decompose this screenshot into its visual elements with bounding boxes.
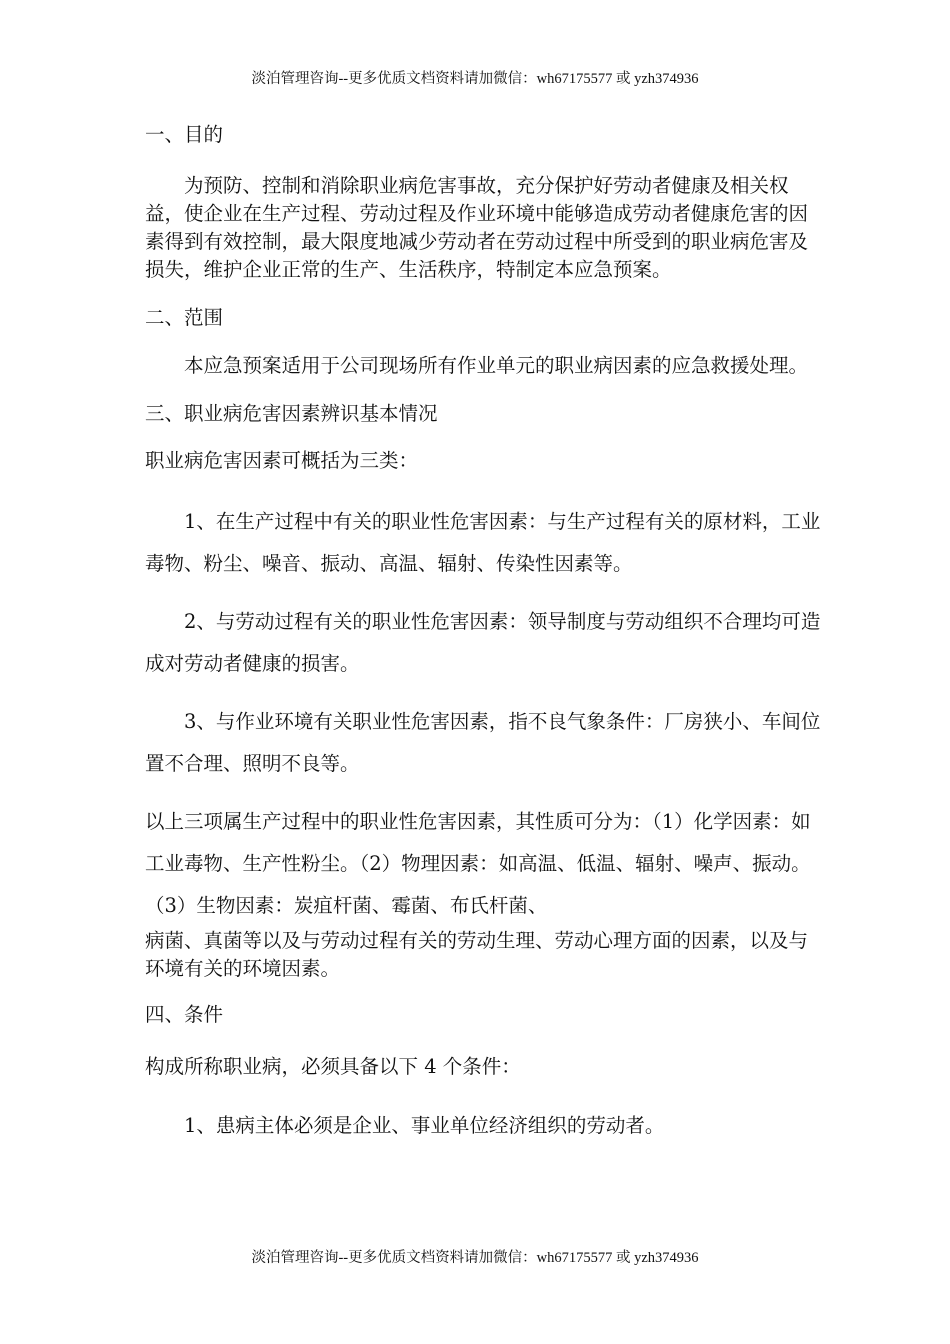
hazard-summary-part-2: 病菌、真菌等以及与劳动过程有关的劳动生理、劳动心理方面的因素，以及与环境有关的环境因素。 bbox=[145, 929, 809, 980]
section-heading-purpose: 一、目的 bbox=[145, 123, 224, 146]
hazard-item-2: 2、与劳动过程有关的职业性危害因素：领导制度与劳动组织不合理均可造成对劳动者健康的损害。 bbox=[145, 610, 821, 675]
document-body bbox=[145, 121, 825, 1147]
hazard-item-3: 3、与作业环境有关职业性危害因素，指不良气象条件：厂房狭小、车间位置不合理、照明不良等。 bbox=[145, 710, 821, 775]
hazard-summary-part-1: 以上三项属生产过程中的职业性危害因素，其性质可分为：（1）化学因素：如工业毒物、生产性粉尘。（2）物理因素：如高温、低温、辐射、噪声、振动。（3）生物因素：炭疽杆菌、霉菌、布氏杆菌、 bbox=[145, 810, 811, 917]
hazard-item-1: 1、在生产过程中有关的职业性危害因素：与生产过程有关的原材料，工业毒物、粉尘、噪音、振动、高温、辐射、传染性因素等。 bbox=[145, 510, 821, 575]
section-heading-hazards: 三、职业病危害因素辨识基本情况 bbox=[145, 402, 438, 425]
hazards-intro: 职业病危害因素可概括为三类： bbox=[145, 449, 419, 472]
conditions-intro: 构成所称职业病，必须具备以下 4 个条件： bbox=[145, 1055, 521, 1078]
scope-paragraph: 本应急预案适用于公司现场所有作业单元的职业病因素的应急救援处理。 bbox=[184, 354, 809, 377]
section-heading-scope: 二、范围 bbox=[145, 306, 224, 329]
purpose-paragraph: 为预防、控制和消除职业病危害事故，充分保护好劳动者健康及相关权益，使企业在生产过程、劳动过程及作业环境中能够造成劳动者健康危害的因素得到有效控制，最大限度地减少劳动者在劳动过程中所受到的职业病危害及损失，维护企业正常的生产、生活秩序，特制定本应急预案。 bbox=[145, 174, 809, 281]
condition-item-1: 1、患病主体必须是企业、事业单位经济组织的劳动者。 bbox=[184, 1114, 665, 1137]
hazard-summary bbox=[145, 801, 825, 927]
page-footer: 淡泊管理咨询--更多优质文档资料请加微信：wh67175577 或 yzh374936 bbox=[251, 1250, 699, 1266]
page-header: 淡泊管理咨询--更多优质文档资料请加微信：wh67175577 或 yzh374936 bbox=[251, 71, 699, 87]
section-heading-conditions: 四、条件 bbox=[145, 1003, 224, 1026]
